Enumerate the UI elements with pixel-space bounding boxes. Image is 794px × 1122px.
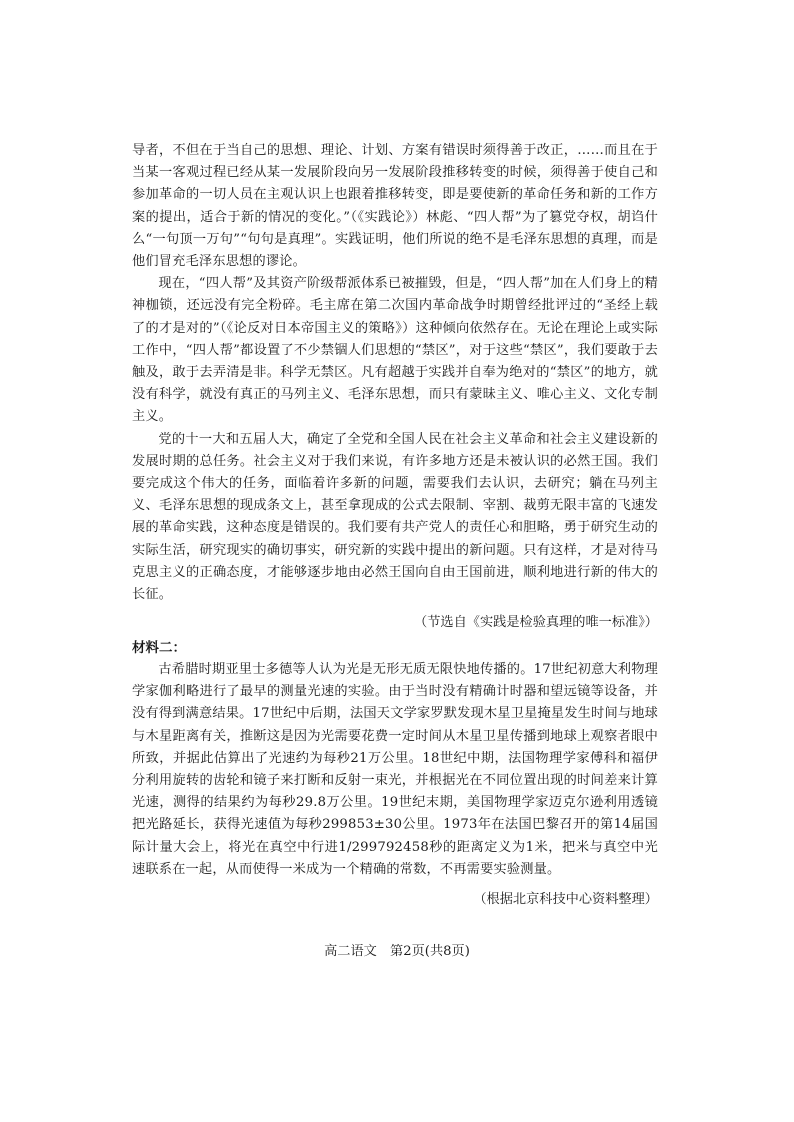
material-two-section	[132, 637, 658, 911]
material-two-source: （根据北京科技中心资料整理）	[473, 892, 658, 908]
material-one-paragraph-2: 现在，“四人帮”及其资产阶级帮派体系已被摧毁，但是，“四人帮”加在人们身上的精神枷锁，还远没有完全粉碎。毛主席在第二次国内革命战争时期曾经批评过的“圣经上载了的才是对的”（《论反对日本帝国主义的策略》）这种倾向依然存在。无论在理论上或实际工作中，“四人帮”都设置了不少禁锢人们思想的“禁区”，对于这些“禁区”，我们要敢于去触及，敢于去弄清是非。科学无禁区。凡有超越于实践并自奉为绝对的“禁区”的地方，就没有科学，就没有真正的马列主义、毛泽东思想，而只有蒙昧主义、唯心主义、文化专制主义。	[132, 276, 658, 425]
material-one-paragraph-1: 导者，不但在于当自己的思想、理论、计划、方案有错误时须得善于改正，……而且在于当某一客观过程已经从某一发展阶段向另一发展阶段推移转变的时候，须得善于使自己和参加革命的一切人员在主观认识上也跟着推移转变，即是要使新的革命任务和新的工作方案的提出，适合于新的情况的变化。”（《实践论》）林彪、“四人帮”为了篡党夺权，胡诌什么“一句顶一万句”“句句是真理”。实践证明，他们所说的绝不是毛泽东思想的真理，而是他们冒充毛泽东思想的谬论。	[132, 143, 658, 270]
material-two-paragraph: 古希腊时期亚里士多德等人认为光是无形无质无限快地传播的。17世纪初意大利物理学家伽利略进行了最早的测量光速的实验。由于当时没有精确计时器和望远镜等设备，并没有得到满意结果。17世纪中后期，法国天文学家罗默发现木星卫星掩星发生时间与地球与木星距离有关，推断这是因为光需要花费一定时间从木星卫星传播到地球上观察者眼中所致，并据此估算出了光速约为每秒21万公里。18世纪中期，法国物理学家傅科和福伊分利用旋转的齿轮和镜子来打断和反射一束光，并根据光在不同位置出现的时间差来计算光速，测得的结果约为每秒29.8万公里。19世纪末期，美国物理学家迈克尔逊利用透镜把光路延长，获得光速值为每秒299853±30公里。1973年在法国巴黎召开的第14届国际计量大会上，将光在真空中行进1/299792458秒的距离定义为1米，把米与真空中光速联系在一起，从而使得一米成为一个精确的常数，不再需要实验测量。	[132, 662, 658, 877]
page-footer: 高二语文 第2页(共8页)	[324, 944, 470, 959]
material-two-heading: 材料二：	[132, 640, 186, 656]
material-one-paragraph-3: 党的十一大和五届人大，确定了全党和全国人民在社会主义革命和社会主义建设新的发展时期的总任务。社会主义对于我们来说，有许多地方还是未被认识的必然王国。我们要完成这个伟大的任务，面临着许多新的问题，需要我们去认识，去研究；躺在马列主义、毛泽东思想的现成条文上，甚至拿现成的公式去限制、宰割、裁剪无限丰富的飞速发展的革命实践，这种态度是错误的。我们要有共产党人的责任心和胆略，勇于研究生动的实际生活，研究现实的确切事实，研究新的实践中提出的新问题。只有这样，才是对待马克思主义的正确态度，才能够逐步地由必然王国向自由王国前进，顺利地进行新的伟大的长征。	[132, 431, 658, 603]
material-one-source: （节选自《实践是检验真理的唯一标准》）	[414, 615, 658, 631]
material-one-section	[132, 140, 658, 634]
